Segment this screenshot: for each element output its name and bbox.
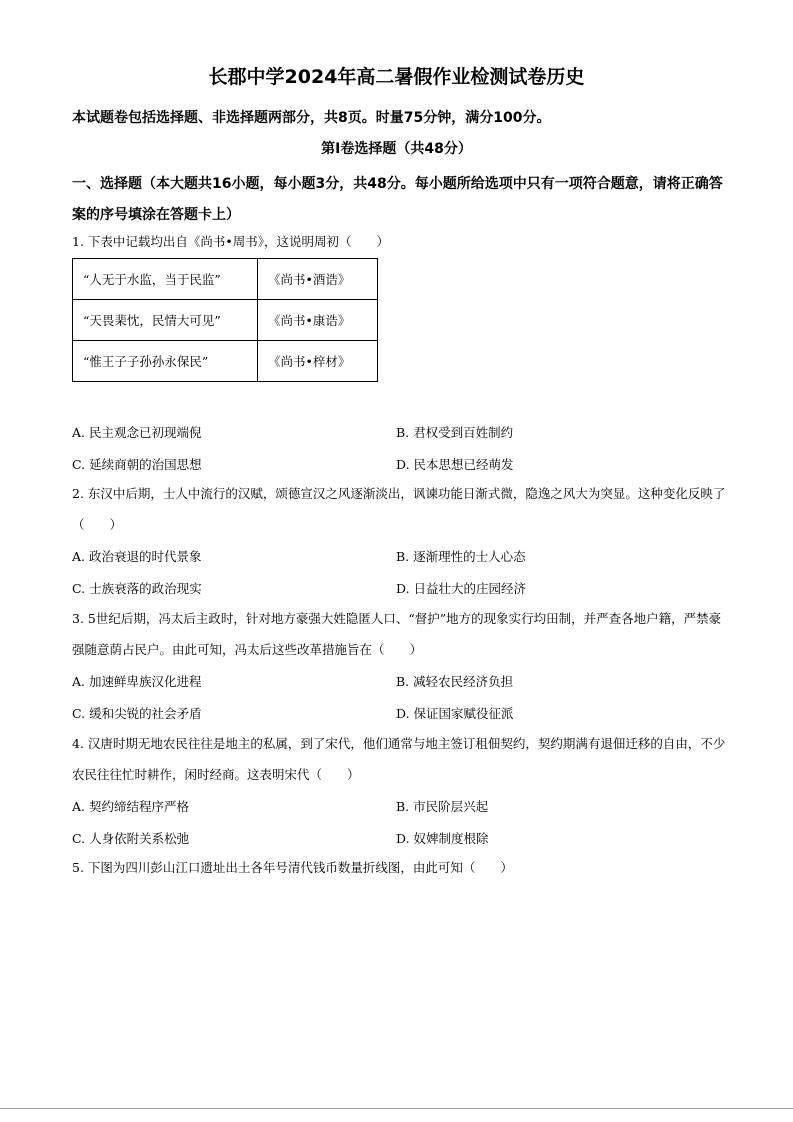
quote-table <box>72 258 378 382</box>
exam-intro: 本试题卷包括选择题、非选择题两部分，共8页。时量75分钟，满分100分。 <box>72 110 551 126</box>
table-cell-source: 《尚书•梓材》 <box>258 341 378 382</box>
table-row <box>73 341 378 382</box>
table-cell-source: 《尚书•康诰》 <box>258 300 378 341</box>
question-4-option-b: B. 市民阶层兴起 <box>396 799 489 814</box>
section-heading: 一、选择题（本大题共16小题，每小题3分，共48分。每小题所给选项中只有一项符合题意，请将正确答案的序号填涂在答题卡上） <box>72 176 723 223</box>
table-cell-quote: “天畏棐忱，民情大可见” <box>73 300 258 341</box>
question-4-option-a: A. 契约缔结程序严格 <box>72 799 189 814</box>
question-2-stem: 2. 东汉中后期，士人中流行的汉赋，颂德宣汉之风逐渐淡出，讽谏功能日渐式微，隐逸之风大为突显。这种变化反映了（ ） <box>72 486 726 532</box>
question-3-option-c: C. 缓和尖锐的社会矛盾 <box>72 706 202 721</box>
question-4-option-d: D. 奴婢制度根除 <box>396 831 489 846</box>
table-cell-quote: “惟王子子孙孙永保民” <box>73 341 258 382</box>
question-5-stem: 5. 下图为四川彭山江口遗址出土各年号清代钱币数量折线图，由此可知（ ） <box>72 860 513 875</box>
question-4-stem: 4. 汉唐时期无地农民往往是地主的私属，到了宋代，他们通常与地主签订租佃契约，契约期满有退佃迁移的自由，不少农民往往忙时耕作，闲时经商。这表明宋代（ ） <box>72 736 726 782</box>
question-2-option-d: D. 日益壮大的庄园经济 <box>396 581 527 596</box>
question-3-option-a: A. 加速鲜卑族汉化进程 <box>72 674 202 689</box>
page-title: 长郡中学2024年高二暑假作业检测试卷历史 <box>208 66 585 88</box>
part-title: 第Ⅰ卷选择题（共48分） <box>321 141 472 157</box>
table-row <box>73 300 378 341</box>
question-3-option-d: D. 保证国家赋役征派 <box>396 706 514 721</box>
question-2-option-b: B. 逐渐理性的士人心态 <box>396 549 526 564</box>
question-1-option-b: B. 君权受到百姓制约 <box>396 425 514 440</box>
question-2-option-c: C. 士族衰落的政治现实 <box>72 581 202 596</box>
question-3-stem: 3. 5世纪后期，冯太后主政时，针对地方豪强大姓隐匿人口、“督护”地方的现象实行均田制，并严查各地户籍，严禁豪强随意荫占民户。由此可知，冯太后这些改革措施旨在（ ） <box>72 611 722 657</box>
table-row <box>73 259 378 300</box>
question-1-option-a: A. 民主观念已初现端倪 <box>72 425 202 440</box>
page-bottom-divider <box>0 1108 793 1109</box>
table-cell-source: 《尚书•酒诰》 <box>258 259 378 300</box>
table-cell-quote: “人无于水监，当于民监” <box>73 259 258 300</box>
question-4-option-c: C. 人身依附关系松弛 <box>72 831 190 846</box>
question-1-stem: 1. 下表中记载均出自《尚书•周书》，这说明周初（ ） <box>72 234 390 249</box>
question-3-option-b: B. 减轻农民经济负担 <box>396 674 514 689</box>
question-1-option-c: C. 延续商朝的治国思想 <box>72 457 202 472</box>
question-2-option-a: A. 政治衰退的时代景象 <box>72 549 202 564</box>
question-1-option-d: D. 民本思想已经萌发 <box>396 457 514 472</box>
